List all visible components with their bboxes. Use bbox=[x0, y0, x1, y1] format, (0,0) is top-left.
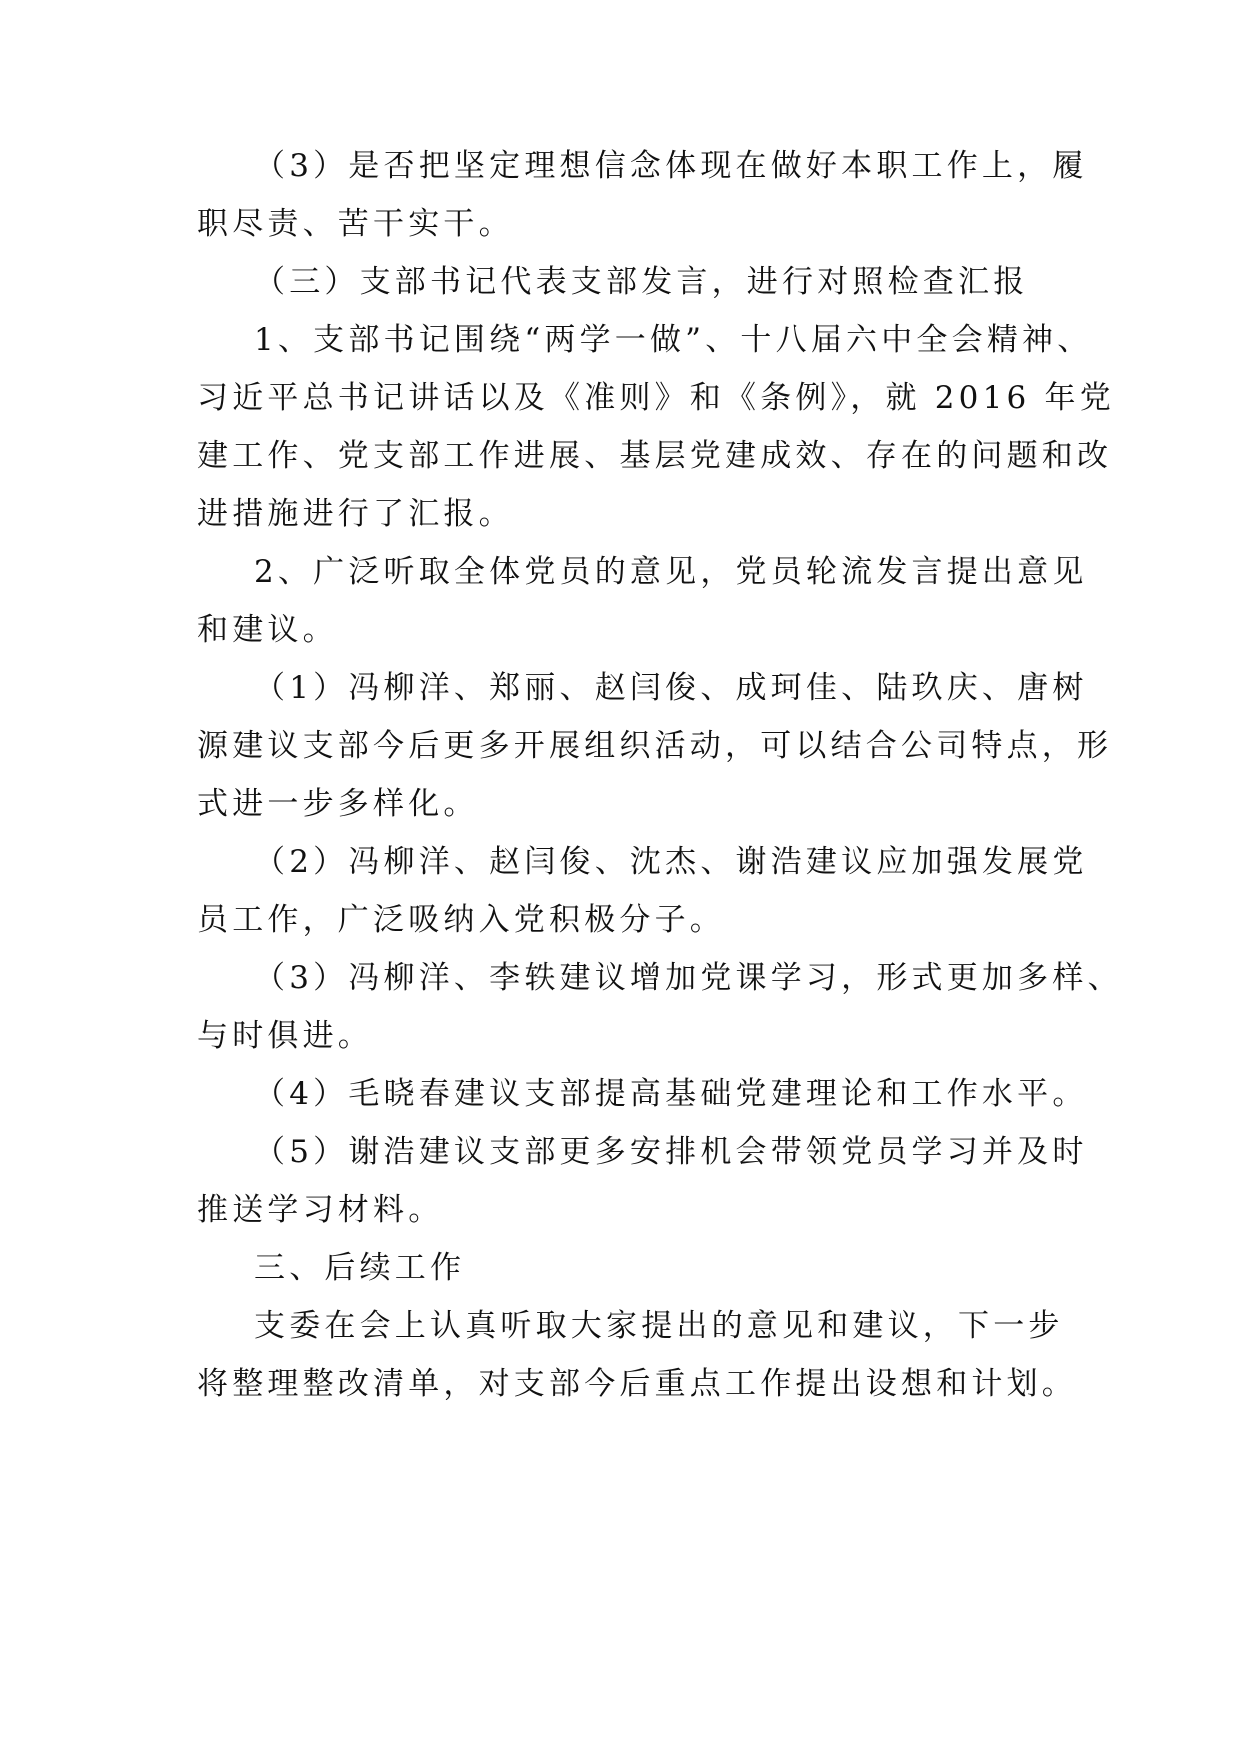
paragraph-line: 建工作、党支部工作进展、基层党建成效、存在的问题和改 bbox=[197, 438, 1113, 474]
paragraph-line: （3）是否把坚定理想信念体现在做好本职工作上，履 bbox=[254, 148, 1088, 184]
paragraph-line: （1）冯柳洋、郑丽、赵闫俊、成珂佳、陆玖庆、唐树 bbox=[254, 670, 1088, 706]
paragraph-line: 和建议。 bbox=[197, 612, 338, 648]
paragraph-line: 将整理整改清单，对支部今后重点工作提出设想和计划。 bbox=[197, 1366, 1077, 1402]
paragraph-line: 与时俱进。 bbox=[197, 1018, 373, 1054]
paragraph-line: 习近平总书记讲话以及《准则》和《条例》，就 2016 年党 bbox=[197, 380, 1115, 416]
paragraph-line: 职尽责、苦干实干。 bbox=[197, 206, 514, 242]
paragraph-line: （5）谢浩建议支部更多安排机会带领党员学习并及时 bbox=[254, 1134, 1088, 1170]
paragraph-line: （4）毛晓春建议支部提高基础党建理论和工作水平。 bbox=[254, 1076, 1088, 1112]
paragraph-line: 1、支部书记围绕“两学一做”、十八届六中全会精神、 bbox=[254, 322, 1093, 358]
paragraph-line: （3）冯柳洋、李轶建议增加党课学习，形式更加多样、 bbox=[254, 960, 1123, 996]
section-heading: （三）支部书记代表支部发言，进行对照检查汇报 bbox=[254, 264, 1029, 300]
paragraph-line: 员工作，广泛吸纳入党积极分子。 bbox=[197, 902, 725, 938]
paragraph-line: 进措施进行了汇报。 bbox=[197, 496, 514, 532]
paragraph-line: 推送学习材料。 bbox=[197, 1192, 444, 1228]
paragraph-line: （2）冯柳洋、赵闫俊、沈杰、谢浩建议应加强发展党 bbox=[254, 844, 1088, 880]
paragraph-line: 源建议支部今后更多开展组织活动，可以结合公司特点，形 bbox=[197, 728, 1113, 764]
section-heading: 三、后续工作 bbox=[254, 1250, 466, 1286]
paragraph-line: 2、广泛听取全体党员的意见，党员轮流发言提出意见 bbox=[254, 554, 1088, 590]
paragraph-line: 式进一步多样化。 bbox=[197, 786, 479, 822]
paragraph-line: 支委在会上认真听取大家提出的意见和建议，下一步 bbox=[254, 1308, 1064, 1344]
